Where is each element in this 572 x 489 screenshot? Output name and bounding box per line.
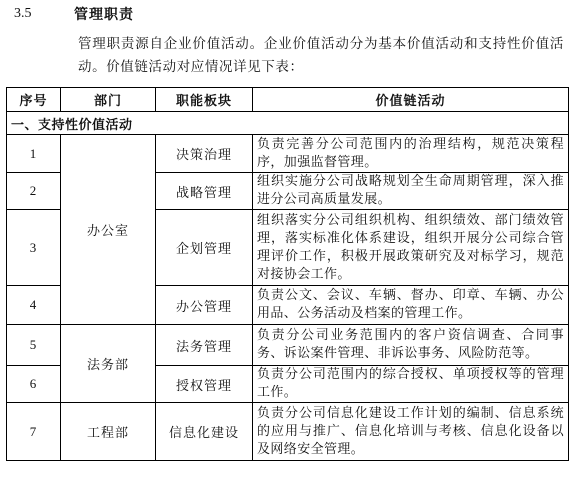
department-cell: 办公室 xyxy=(61,135,156,325)
function-cell: 企划管理 xyxy=(156,210,253,286)
group-row xyxy=(7,112,569,135)
section-number: 3.5 xyxy=(14,6,32,21)
function-cell: 信息化建设 xyxy=(156,403,253,461)
function-cell: 授权管理 xyxy=(156,366,253,403)
department-cell: 法务部 xyxy=(61,325,156,403)
activity-cell: 负责分公司范围内的综合授权、单项授权等的管理工作。 xyxy=(253,366,569,403)
function-cell: 法务管理 xyxy=(156,325,253,366)
table-row xyxy=(7,135,569,173)
function-cell: 办公管理 xyxy=(156,286,253,325)
department-cell: 工程部 xyxy=(61,403,156,461)
value-chain-table xyxy=(6,87,569,461)
row-number: 4 xyxy=(7,286,61,325)
header-department: 部门 xyxy=(61,88,156,112)
activity-cell: 负责完善分公司范围内的治理结构，规范决策程序，加强监督管理。 xyxy=(253,135,569,173)
header-activity: 价值链活动 xyxy=(253,88,569,112)
table-row xyxy=(7,403,569,461)
activity-cell: 组织落实分公司组织机构、组织绩效、部门绩效管理，落实标准化体系建设，组织开展分公司综合管理评价工作，积极开展政策研究及对标学习，规范对接协会工作。 xyxy=(253,210,569,286)
function-cell: 战略管理 xyxy=(156,173,253,210)
row-number: 5 xyxy=(7,325,61,366)
row-number: 1 xyxy=(7,135,61,173)
row-number: 7 xyxy=(7,403,61,461)
section-heading xyxy=(14,4,134,24)
header-no: 序号 xyxy=(7,88,61,112)
activity-cell: 组织实施分公司战略规划全生命周期管理，深入推进分公司高质量发展。 xyxy=(253,173,569,210)
table-header-row xyxy=(7,88,569,112)
table-row xyxy=(7,325,569,366)
activity-cell: 负责公文、会议、车辆、督办、印章、车辆、办公用品、公务活动及档案的管理工作。 xyxy=(253,286,569,325)
row-number: 2 xyxy=(7,173,61,210)
activity-cell: 负责分公司业务范围内的客户资信调查、合同事务、诉讼案件管理、非诉讼事务、风险防范等。 xyxy=(253,325,569,366)
group-label: 一、支持性价值活动 xyxy=(7,112,569,135)
row-number: 3 xyxy=(7,210,61,286)
function-cell: 决策治理 xyxy=(156,135,253,173)
row-number: 6 xyxy=(7,366,61,403)
activity-cell: 负责分公司信息化建设工作计划的编制、信息系统的应用与推广、信息化培训与考核、信息化设备以及网络安全管理。 xyxy=(253,403,569,461)
header-function: 职能板块 xyxy=(156,88,253,112)
intro-paragraph: 管理职责源自企业价值活动。企业价值活动分为基本价值活动和支持性价值活动。价值链活动对应情况详见下表： xyxy=(78,36,564,75)
section-title: 管理职责 xyxy=(74,7,134,23)
